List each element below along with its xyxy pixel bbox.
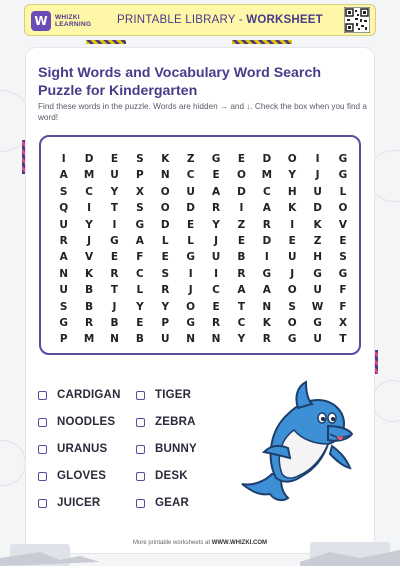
grid-cell[interactable]: Y	[161, 300, 170, 313]
grid-cell[interactable]: S	[59, 185, 68, 198]
grid-cell[interactable]: G	[338, 153, 348, 165]
checkbox-icon[interactable]	[38, 391, 47, 400]
grid-cell[interactable]: U	[313, 333, 322, 346]
grid-cell[interactable]: K	[161, 153, 170, 165]
grid-cell[interactable]: G	[110, 234, 119, 247]
grid-cell[interactable]: I	[87, 202, 92, 215]
word-search-puzzle	[39, 135, 361, 355]
grid-cell[interactable]: K	[262, 316, 271, 329]
grid-cell[interactable]: W	[311, 300, 324, 313]
grid-cell[interactable]: B	[135, 333, 144, 346]
grid-cell[interactable]: T	[339, 333, 347, 346]
header-stripe-decoration	[232, 40, 292, 44]
grid-cell[interactable]: U	[110, 169, 119, 182]
word-item-bunny	[136, 443, 197, 455]
grid-cell[interactable]: R	[110, 267, 119, 280]
grid-cell[interactable]: S	[161, 267, 170, 280]
grid-cell[interactable]: R	[262, 218, 271, 231]
grid-cell[interactable]: Y	[85, 218, 93, 231]
grid-cell[interactable]: G	[59, 316, 68, 329]
grid-cell[interactable]: Y	[288, 169, 297, 182]
grid-cell[interactable]: S	[59, 300, 68, 313]
grid-cell[interactable]: D	[160, 218, 170, 231]
grid-cell[interactable]: J	[87, 234, 92, 247]
grid-cell[interactable]: U	[59, 218, 68, 231]
word-item-cardigan	[38, 389, 121, 401]
checkbox-icon[interactable]	[38, 418, 47, 427]
grid-cell[interactable]: S	[136, 153, 144, 165]
grid-cell[interactable]: J	[188, 284, 193, 297]
checkbox-icon[interactable]	[136, 391, 145, 400]
grid-cell[interactable]: A	[135, 234, 144, 247]
grid-cell[interactable]: G	[186, 251, 195, 264]
grid-cell[interactable]: J	[290, 267, 295, 280]
grid-cell[interactable]: O	[160, 185, 170, 198]
grid-cell[interactable]: A	[211, 185, 221, 198]
grid-cell[interactable]: D	[186, 202, 195, 215]
grid-cell[interactable]: Q	[59, 202, 69, 215]
grid-cell[interactable]: H	[313, 251, 322, 264]
grid-row	[51, 331, 356, 347]
grid-cell[interactable]: I	[61, 153, 66, 165]
grid-cell[interactable]: N	[59, 267, 69, 280]
header-stripe-decoration	[86, 40, 126, 44]
header-title-prefix: PRINTABLE LIBRARY -	[117, 14, 247, 26]
grid-cell[interactable]: D	[237, 185, 246, 198]
grid-cell[interactable]: R	[211, 316, 221, 329]
grid-row	[51, 184, 356, 200]
grid-cell[interactable]: E	[161, 251, 169, 264]
grid-cell[interactable]: T	[237, 300, 246, 313]
grid-cell[interactable]: F	[339, 300, 347, 313]
grid-cell[interactable]: Y	[110, 185, 119, 198]
word-label: URANUS	[57, 443, 108, 455]
grid-cell[interactable]: O	[160, 202, 170, 215]
grid-cell[interactable]: R	[85, 316, 94, 329]
footer-site-link[interactable]: WWW.WHIZKI.COM	[211, 540, 268, 546]
grid-cell[interactable]: C	[237, 316, 246, 329]
grid-cell[interactable]: L	[161, 234, 169, 247]
grid-cell[interactable]: S	[136, 202, 144, 215]
word-item-tiger	[136, 389, 191, 401]
grid-cell[interactable]: G	[211, 153, 221, 165]
grid-cell[interactable]: E	[237, 153, 246, 165]
grid-cell[interactable]: N	[110, 333, 119, 346]
grid-row	[51, 167, 356, 183]
grid-cell[interactable]: E	[237, 234, 246, 247]
grid-cell[interactable]: U	[160, 333, 170, 346]
dolphin-illustration	[236, 378, 358, 503]
grid-cell[interactable]: R	[262, 333, 271, 346]
grid-cell[interactable]: G	[135, 218, 145, 231]
grid-cell[interactable]: R	[237, 267, 246, 280]
grid-cell[interactable]: G	[287, 333, 297, 346]
grid-row	[51, 299, 356, 315]
grid-cell[interactable]: Y	[237, 333, 246, 346]
grid-cell[interactable]: G	[338, 267, 348, 280]
word-item-zebra	[136, 416, 196, 428]
letter-grid	[51, 151, 356, 348]
grid-row	[51, 217, 356, 233]
grid-cell[interactable]: P	[136, 169, 144, 182]
grid-cell[interactable]: J	[214, 234, 218, 247]
grid-cell[interactable]: H	[287, 185, 297, 198]
grid-cell[interactable]: L	[187, 234, 194, 247]
grid-cell[interactable]: N	[160, 169, 170, 182]
logo-icon: W	[31, 11, 51, 31]
grid-cell[interactable]: B	[85, 300, 94, 313]
grid-cell[interactable]: K	[85, 267, 94, 280]
checkbox-icon[interactable]	[38, 445, 47, 454]
grid-cell[interactable]: P	[161, 316, 170, 329]
grid-cell[interactable]: G	[338, 169, 348, 182]
grid-cell[interactable]: I	[112, 218, 117, 231]
background-doodle	[0, 440, 26, 486]
grid-cell[interactable]: V	[85, 251, 94, 264]
grid-cell[interactable]: E	[187, 218, 195, 231]
grid-cell[interactable]: B	[110, 316, 119, 329]
checkbox-icon[interactable]	[136, 499, 145, 508]
grid-cell[interactable]: S	[339, 251, 347, 264]
grid-cell[interactable]: E	[212, 300, 220, 313]
grid-cell[interactable]: J	[112, 300, 117, 313]
grid-cell[interactable]: G	[313, 267, 322, 280]
qr-code-icon	[344, 7, 370, 33]
grid-cell[interactable]: L	[136, 284, 144, 297]
grid-cell[interactable]: O	[287, 316, 297, 329]
word-label: GEAR	[155, 497, 190, 509]
checkbox-icon[interactable]	[136, 472, 145, 481]
word-item-gear	[136, 497, 189, 509]
word-item-uranus	[38, 443, 107, 455]
grid-cell[interactable]: T	[110, 284, 119, 297]
grid-cell[interactable]: A	[59, 169, 68, 182]
worksheet-instructions: Find these words in the puzzle. Words are hidden → and ↓. Check the box when you find a word!	[38, 102, 367, 122]
word-label: GLOVES	[57, 470, 107, 482]
grid-cell[interactable]: E	[339, 234, 347, 247]
grid-cell[interactable]: N	[186, 333, 196, 346]
logo-line-2: LEARNING	[55, 21, 92, 28]
grid-cell[interactable]: A	[59, 251, 68, 264]
word-item-juicer	[38, 497, 100, 509]
grid-cell[interactable]: E	[136, 316, 144, 329]
word-label: ZEBRA	[155, 416, 196, 428]
grid-cell[interactable]: F	[339, 284, 347, 297]
word-label: JUICER	[57, 497, 101, 509]
grid-cell[interactable]: K	[288, 202, 297, 215]
grid-cell[interactable]: Z	[237, 218, 246, 231]
grid-cell[interactable]: T	[110, 202, 119, 215]
grid-cell[interactable]: M	[83, 333, 95, 346]
grid-cell[interactable]: F	[136, 251, 144, 264]
grid-cell[interactable]: N	[211, 333, 221, 346]
grid-cell[interactable]: A	[237, 284, 246, 297]
grid-cell[interactable]: E	[212, 169, 220, 182]
word-label: TIGER	[155, 389, 192, 401]
grid-cell[interactable]: O	[287, 284, 297, 297]
grid-cell[interactable]: D	[262, 234, 272, 247]
grid-row	[51, 249, 356, 265]
checkbox-icon[interactable]	[38, 499, 47, 508]
word-label: NOODLES	[57, 416, 116, 428]
grid-cell[interactable]: U	[59, 284, 68, 297]
checkbox-icon[interactable]	[136, 418, 145, 427]
grid-cell[interactable]: L	[339, 185, 347, 198]
grid-cell[interactable]: Y	[212, 218, 220, 231]
checkbox-icon[interactable]	[38, 472, 47, 481]
grid-cell[interactable]: U	[287, 251, 297, 264]
grid-cell[interactable]: R	[59, 234, 68, 247]
grid-cell[interactable]: B	[85, 284, 94, 297]
grid-cell[interactable]: O	[338, 202, 348, 215]
grid-cell[interactable]: P	[59, 333, 68, 346]
checkbox-icon[interactable]	[136, 445, 145, 454]
grid-cell[interactable]: V	[338, 218, 348, 231]
grid-cell[interactable]: A	[262, 284, 271, 297]
worksheet-title: Sight Words and Vocabulary Word Search Puzzle for Kindergarten	[38, 65, 322, 99]
grid-cell[interactable]: G	[262, 267, 272, 280]
grid-cell[interactable]: M	[261, 169, 273, 182]
grid-cell[interactable]: X	[135, 185, 144, 198]
grid-cell[interactable]: R	[211, 202, 221, 215]
grid-cell[interactable]: Z	[186, 153, 195, 165]
grid-cell[interactable]: I	[188, 267, 193, 280]
word-label: CARDIGAN	[57, 389, 121, 401]
word-item-noodles	[38, 416, 115, 428]
grid-cell[interactable]: R	[161, 284, 170, 297]
logo	[31, 11, 91, 31]
grid-row	[51, 151, 356, 167]
grid-cell[interactable]: U	[186, 185, 195, 198]
grid-cell[interactable]: I	[214, 267, 218, 280]
grid-cell[interactable]: U	[211, 251, 221, 264]
grid-cell[interactable]: C	[136, 267, 144, 280]
word-item-desk	[136, 470, 188, 482]
grid-cell[interactable]: E	[110, 153, 119, 165]
grid-cell[interactable]: E	[288, 234, 296, 247]
grid-cell[interactable]: M	[83, 169, 95, 182]
grid-cell[interactable]: C	[212, 284, 220, 297]
grid-cell[interactable]: U	[313, 185, 322, 198]
grid-cell[interactable]: G	[313, 316, 322, 329]
grid-cell[interactable]: Y	[136, 300, 144, 313]
grid-row	[51, 315, 356, 331]
grid-cell[interactable]: B	[237, 251, 246, 264]
grid-cell[interactable]: S	[288, 300, 296, 313]
grid-cell[interactable]: N	[262, 300, 272, 313]
grid-row	[51, 200, 356, 216]
header-bar	[24, 4, 376, 36]
grid-cell[interactable]: I	[315, 153, 320, 165]
footer-prefix: More printable worksheets at	[132, 540, 212, 546]
word-label: DESK	[155, 470, 188, 482]
header-title-bold: WORKSHEET	[246, 14, 323, 26]
grid-cell[interactable]: O	[236, 169, 246, 182]
word-label: BUNNY	[155, 443, 197, 455]
grid-cell[interactable]: A	[262, 202, 271, 215]
word-item-gloves	[38, 470, 106, 482]
footer	[0, 540, 400, 546]
grid-cell[interactable]: D	[84, 153, 94, 165]
grid-cell[interactable]: Z	[313, 234, 322, 247]
background-doodle	[372, 380, 400, 422]
grid-cell[interactable]: C	[186, 169, 195, 182]
header-title	[117, 14, 323, 26]
grid-cell[interactable]: G	[186, 316, 195, 329]
grid-cell[interactable]: C	[262, 185, 271, 198]
grid-cell[interactable]: D	[262, 153, 272, 165]
grid-cell[interactable]: K	[313, 218, 322, 231]
logo-text	[55, 14, 91, 29]
grid-cell[interactable]: D	[313, 202, 322, 215]
grid-cell[interactable]: X	[338, 316, 348, 329]
grid-cell[interactable]: E	[110, 251, 119, 264]
grid-cell[interactable]: I	[264, 251, 269, 264]
grid-cell[interactable]: O	[287, 153, 297, 165]
grid-cell[interactable]: C	[85, 185, 93, 198]
grid-cell[interactable]: U	[313, 284, 322, 297]
grid-row	[51, 266, 356, 282]
logo-line-1: WHIZKI	[55, 13, 80, 21]
grid-cell[interactable]: I	[239, 202, 244, 215]
grid-cell[interactable]: O	[186, 300, 196, 313]
grid-row	[51, 282, 356, 298]
grid-cell[interactable]: J	[315, 169, 320, 182]
grid-cell[interactable]: I	[290, 218, 295, 231]
grid-row	[51, 233, 356, 249]
